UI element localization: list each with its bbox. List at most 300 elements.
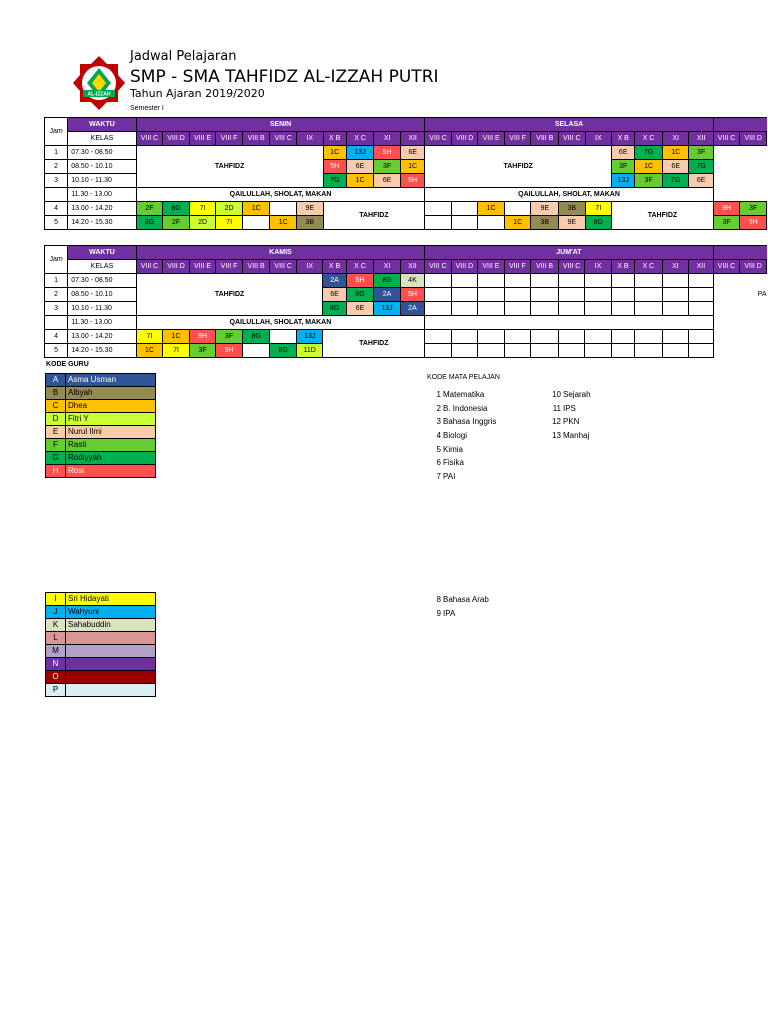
schedule-cell — [504, 302, 531, 316]
schedule-cell — [451, 330, 478, 344]
schedule-cell: 9H — [189, 330, 216, 344]
schedule-cell: 3F — [713, 216, 740, 230]
class-header: VIII D — [163, 132, 190, 146]
schedule-cell — [662, 302, 689, 316]
time-slot: 11.30 - 13.00 — [68, 188, 137, 202]
schedule-cell — [451, 202, 478, 216]
schedule-cell — [635, 330, 663, 344]
tahfidz-block: TAHFIDZ — [612, 202, 714, 230]
schedule-cell — [270, 202, 297, 216]
teacher-name: Sri Hidayati — [66, 593, 156, 606]
teacher-code: M — [46, 645, 66, 658]
break-row — [425, 316, 714, 330]
class-header: X B — [612, 132, 635, 146]
class-header: XI — [662, 260, 689, 274]
subject-number: 8 — [436, 595, 441, 604]
page-subtitle: Jadwal Pelajaran — [130, 49, 237, 64]
teacher-code: F — [46, 439, 66, 452]
schedule-cell: 13J — [374, 302, 401, 316]
subject-item: 4 Biologi — [427, 429, 496, 443]
schedule-cell — [451, 274, 478, 288]
class-header: XI — [374, 260, 401, 274]
schedule-cell — [531, 330, 559, 344]
subject-number: 1 — [436, 390, 441, 399]
time-slot: 10.10 - 11.30 — [68, 174, 137, 188]
schedule-cell: 2F — [136, 202, 163, 216]
subject-item: 10 Sejarah — [547, 388, 591, 402]
schedule-cell: 6E — [662, 160, 689, 174]
class-header: VIII D — [451, 132, 478, 146]
schedule-cell: 8G — [323, 302, 346, 316]
class-header: IX — [585, 132, 612, 146]
break-row: QAILULLAH, SHOLAT, MAKAN — [136, 316, 424, 330]
schedule-cell — [478, 302, 505, 316]
teacher-legend-2 — [45, 592, 156, 697]
class-header: VIII C — [558, 260, 585, 274]
schedule-cell: 5H — [346, 274, 374, 288]
schedule-cell — [504, 344, 531, 358]
schedule-cell: 6E — [374, 174, 401, 188]
schedule-cell: 3F — [635, 174, 663, 188]
class-header: VIII C — [136, 132, 163, 146]
class-header: VIII B — [531, 260, 559, 274]
class-header: VIII C — [270, 132, 297, 146]
schedule-cell: 8G — [270, 344, 297, 358]
schedule-cell — [611, 344, 634, 358]
teacher-name: Sahabuddin — [66, 619, 156, 632]
semester-label: Semester I — [130, 105, 164, 112]
schedule-cell — [478, 344, 505, 358]
schedule-cell — [531, 302, 559, 316]
schedule-cell — [662, 330, 689, 344]
schedule-cell: 7G — [635, 146, 663, 160]
teacher-name: Fitri Y — [66, 413, 156, 426]
teacher-row — [46, 671, 156, 684]
schedule-cell: 1C — [346, 174, 374, 188]
teacher-name — [66, 632, 156, 645]
schedule-cell — [425, 330, 452, 344]
schedule-cell — [504, 288, 531, 302]
schedule-cell — [451, 302, 478, 316]
class-header: VIII B — [531, 132, 559, 146]
subject-number: 5 — [436, 444, 441, 454]
teacher-name — [66, 658, 156, 671]
schedule-cell: 3F — [689, 146, 713, 160]
schedule-cell: 9H — [216, 344, 243, 358]
schedule-cell — [504, 202, 531, 216]
schedule-cell: 4K — [400, 274, 424, 288]
schedule-cell — [689, 330, 713, 344]
schedule-cell: 9H — [740, 216, 767, 230]
schedule-cell — [425, 344, 452, 358]
jam-number: 4 — [45, 330, 68, 344]
class-header: VIII B — [242, 132, 270, 146]
schedule-cell — [635, 274, 663, 288]
teacher-name: Wahyuni — [66, 606, 156, 619]
day-header: SELASA — [425, 118, 714, 132]
schedule-cell: 3F — [374, 160, 401, 174]
schedule-cell: 6E — [346, 160, 374, 174]
schedule-cell — [662, 288, 689, 302]
schedule-cell: 6E — [400, 146, 424, 160]
schedule-cell: 8G — [374, 274, 401, 288]
class-header: IX — [585, 260, 612, 274]
subject-number: 12 — [552, 417, 561, 427]
schedule-cell — [689, 274, 713, 288]
schedule-cell — [585, 330, 612, 344]
schedule-cell — [611, 288, 634, 302]
schedule-cell: 7I — [216, 216, 243, 230]
teacher-row — [46, 439, 156, 452]
schedule-cell: 2F — [163, 216, 190, 230]
schedule-cell: 2D — [216, 202, 243, 216]
schedule-cell: 8G — [585, 216, 612, 230]
teacher-row — [46, 387, 156, 400]
subject-number: 13 — [552, 431, 561, 441]
schedule-cell — [635, 302, 663, 316]
teacher-code: L — [46, 632, 66, 645]
class-header: X C — [346, 132, 374, 146]
schedule-cell — [689, 344, 713, 358]
teacher-row — [46, 426, 156, 439]
class-header: VIII D — [451, 260, 478, 274]
schedule-cell: 7I — [136, 330, 163, 344]
subject-item: 9 IPA — [427, 607, 489, 621]
class-header: X C — [346, 260, 374, 274]
teacher-row — [46, 645, 156, 658]
teacher-code: B — [46, 387, 66, 400]
time-slot: 10.10 - 11.30 — [68, 302, 137, 316]
schedule-cell — [558, 344, 585, 358]
schedule-cell: 3F — [612, 160, 635, 174]
jam-number: 1 — [45, 146, 68, 160]
schedule-cell: 3B — [559, 202, 586, 216]
class-header: XII — [400, 132, 424, 146]
subject-item: 11 IPS — [547, 402, 591, 416]
schedule-cell — [558, 288, 585, 302]
schedule-cell — [531, 344, 559, 358]
subject-item: 13 Manhaj — [547, 429, 591, 443]
schedule-cell: 1C — [270, 216, 297, 230]
subject-item: 1 Matematika — [427, 388, 496, 402]
class-header: X C — [635, 260, 663, 274]
schedule-cell: 5H — [400, 288, 424, 302]
schedule-cell — [585, 274, 612, 288]
teacher-row — [46, 374, 156, 387]
schedule-cell — [478, 330, 505, 344]
schedule-cell — [662, 274, 689, 288]
teacher-name: Albyah — [66, 387, 156, 400]
teacher-code: J — [46, 606, 66, 619]
schedule-cell: 11D — [296, 344, 323, 358]
schedule-cell — [425, 202, 452, 216]
schedule-cell: 3B — [531, 216, 559, 230]
schedule-cell: 8G — [136, 216, 163, 230]
schedule-cell: 2D — [189, 216, 216, 230]
kelas-header: KELAS — [68, 132, 137, 146]
schedule-cell: 1C — [400, 160, 424, 174]
schedule-cell: 7G — [323, 174, 346, 188]
schedule-cell: 6E — [323, 288, 346, 302]
class-header: VIII F — [216, 260, 243, 274]
class-header: VIII F — [504, 260, 531, 274]
schedule-cell: 2A — [323, 274, 346, 288]
schedule-cell — [611, 330, 634, 344]
extra-block — [713, 146, 766, 188]
class-header: VIII C — [713, 132, 740, 146]
schedule-cell: 1C — [504, 216, 531, 230]
schedule-cell: 1C — [478, 202, 505, 216]
day-header-extra — [713, 246, 766, 260]
schedule-cell: 1C — [662, 146, 689, 160]
schedule-cell — [425, 302, 452, 316]
schedule-cell: 1C — [635, 160, 663, 174]
jam-header: Jam — [45, 118, 68, 146]
class-header: IX — [296, 260, 323, 274]
teacher-row — [46, 413, 156, 426]
teacher-row — [46, 593, 156, 606]
schedule-cell — [425, 274, 452, 288]
schedule-cell — [270, 330, 297, 344]
teacher-code: G — [46, 452, 66, 465]
schedule-cell: 5H — [374, 146, 401, 160]
schedule-table-1 — [44, 117, 767, 230]
schedule-cell: 8G — [163, 202, 190, 216]
subject-number: 2 — [436, 403, 441, 413]
subject-list-2 — [547, 388, 591, 443]
subject-number: 10 — [552, 390, 561, 399]
time-slot: 14.20 - 15.30 — [68, 216, 137, 230]
class-header: X B — [611, 260, 634, 274]
schedule-cell — [451, 216, 478, 230]
academic-year: Tahun Ajaran 2019/2020 — [130, 87, 265, 100]
teacher-row — [46, 400, 156, 413]
class-header: IX — [297, 132, 324, 146]
teacher-name: Dhea — [66, 400, 156, 413]
teacher-code: A — [46, 374, 66, 387]
teacher-name — [66, 684, 156, 697]
schedule-cell — [689, 288, 713, 302]
time-slot: 08.50 - 10.10 — [68, 160, 137, 174]
kelas-header: KELAS — [68, 260, 137, 274]
schedule-cell — [585, 288, 612, 302]
subject-item: 12 PKN — [547, 415, 591, 429]
schedule-cell: 9E — [297, 202, 324, 216]
schedule-cell: 9E — [559, 216, 586, 230]
class-header: VIII C — [136, 260, 163, 274]
schedule-cell — [635, 288, 663, 302]
class-header: VIII E — [478, 260, 505, 274]
jam-number: 2 — [45, 288, 68, 302]
teacher-row — [46, 465, 156, 478]
schedule-cell — [425, 288, 452, 302]
teacher-row — [46, 632, 156, 645]
jam-number: 4 — [45, 202, 68, 216]
schedule-cell: 1C — [163, 330, 190, 344]
schedule-cell: 1C — [136, 344, 163, 358]
class-header: VIII B — [242, 260, 270, 274]
waktu-header: WAKTU — [68, 118, 137, 132]
class-header: X B — [323, 260, 346, 274]
teacher-name: Rodiyyah — [66, 452, 156, 465]
time-slot: 13.00 - 14.20 — [68, 202, 137, 216]
jam-number: 5 — [45, 216, 68, 230]
break-row: QAILULLAH, SHOLAT, MAKAN — [136, 188, 425, 202]
subject-number: 11 — [552, 403, 561, 413]
teacher-row — [46, 658, 156, 671]
tahfidz-block: TAHFIDZ — [425, 146, 612, 188]
schedule-cell — [451, 344, 478, 358]
schedule-cell: 3F — [189, 344, 216, 358]
jam-number: 1 — [45, 274, 68, 288]
schedule-cell: 2A — [374, 288, 401, 302]
teacher-row — [46, 619, 156, 632]
schedule-cell: 13J — [296, 330, 323, 344]
class-header: VIII C — [425, 260, 452, 274]
schedule-cell — [425, 216, 452, 230]
teacher-row — [46, 606, 156, 619]
class-header: X B — [323, 132, 346, 146]
kode-guru-title: KODE GURU — [46, 361, 89, 368]
schedule-cell: 8G — [346, 288, 374, 302]
teacher-row — [46, 684, 156, 697]
teacher-code: D — [46, 413, 66, 426]
schedule-table-2 — [44, 245, 767, 358]
teacher-code: E — [46, 426, 66, 439]
tahfidz-block: TAHFIDZ — [136, 274, 323, 316]
subject-item: 7 PAI — [427, 470, 496, 484]
day-header: KAMIS — [136, 246, 424, 260]
schedule-cell: 7G — [662, 174, 689, 188]
schedule-cell: 5H — [323, 160, 346, 174]
schedule-cell: 7I — [585, 202, 612, 216]
time-slot: 08.50 - 10.10 — [68, 288, 137, 302]
svg-text:AL-IZZAH: AL-IZZAH — [87, 91, 111, 98]
teacher-name — [66, 671, 156, 684]
schedule-cell: 3F — [740, 202, 767, 216]
class-header: XII — [689, 132, 713, 146]
schedule-cell: 1C — [323, 146, 346, 160]
class-header: VIII C — [270, 260, 297, 274]
schedule-cell — [585, 344, 612, 358]
time-slot: 14.20 - 15.30 — [68, 344, 137, 358]
extra-block: PA — [757, 291, 767, 299]
teacher-legend-1 — [45, 373, 156, 478]
time-slot: 07.30 - 08.50 — [68, 274, 137, 288]
school-logo — [72, 54, 126, 112]
teacher-name: Asma Usman — [66, 374, 156, 387]
tahfidz-block: TAHFIDZ — [136, 146, 323, 188]
schedule-cell: 6E — [689, 174, 713, 188]
teacher-code: N — [46, 658, 66, 671]
schedule-cell: 3B — [297, 216, 324, 230]
subject-item: 3 Bahasa Inggris — [427, 415, 496, 429]
class-header: XI — [662, 132, 689, 146]
teacher-code: K — [46, 619, 66, 632]
subject-item: 2 B. Indonesia — [427, 402, 496, 416]
time-slot: 07.30 - 08.50 — [68, 146, 137, 160]
school-name: SMP - SMA TAHFIDZ AL-IZZAH PUTRI — [130, 67, 439, 87]
class-header: VIII D — [740, 260, 767, 274]
teacher-name: Nurul Ilmi — [66, 426, 156, 439]
tahfidz-block: TAHFIDZ — [323, 330, 425, 358]
schedule-cell: 3F — [216, 330, 243, 344]
class-header: VIII E — [478, 132, 505, 146]
schedule-cell — [478, 274, 505, 288]
waktu-header: WAKTU — [68, 246, 137, 260]
jam-number — [45, 188, 68, 202]
schedule-cell — [478, 216, 505, 230]
subject-number: 3 — [436, 417, 441, 427]
schedule-cell — [451, 288, 478, 302]
schedule-cell: 6E — [612, 146, 635, 160]
class-header: VIII F — [504, 132, 531, 146]
day-header: SENIN — [136, 118, 425, 132]
class-header: VIII C — [425, 132, 452, 146]
jam-header: Jam — [45, 246, 68, 274]
time-slot: 11.30 - 13.00 — [68, 316, 137, 330]
subject-item: 5 Kimia — [427, 443, 496, 457]
class-header: XII — [689, 260, 713, 274]
subject-list-3 — [427, 593, 489, 620]
class-header: VIII E — [189, 132, 216, 146]
schedule-cell: 9E — [531, 202, 559, 216]
class-header: XII — [400, 260, 424, 274]
class-header: VIII D — [163, 260, 190, 274]
class-header: VIII F — [216, 132, 243, 146]
teacher-code: P — [46, 684, 66, 697]
class-header: VIII C — [713, 260, 740, 274]
jam-number: 3 — [45, 302, 68, 316]
subject-number: 4 — [436, 431, 441, 441]
jam-number — [45, 316, 68, 330]
schedule-cell — [585, 302, 612, 316]
schedule-cell — [611, 274, 634, 288]
schedule-cell — [242, 344, 270, 358]
schedule-cell — [504, 330, 531, 344]
schedule-cell — [242, 216, 270, 230]
schedule-cell — [558, 274, 585, 288]
subject-number: 6 — [436, 458, 441, 468]
jam-number: 5 — [45, 344, 68, 358]
time-slot: 13.00 - 14.20 — [68, 330, 137, 344]
schedule-cell: 13J — [612, 174, 635, 188]
teacher-code: C — [46, 400, 66, 413]
schedule-cell — [478, 288, 505, 302]
jam-number: 2 — [45, 160, 68, 174]
class-header: VIII D — [740, 132, 767, 146]
class-header: VIII C — [559, 132, 586, 146]
schedule-cell — [504, 274, 531, 288]
teacher-name: Rasti — [66, 439, 156, 452]
schedule-cell — [531, 274, 559, 288]
schedule-cell — [611, 302, 634, 316]
jam-number: 3 — [45, 174, 68, 188]
teacher-code: I — [46, 593, 66, 606]
day-header: JUM'AT — [425, 246, 714, 260]
day-header-extra — [713, 118, 766, 132]
schedule-cell — [558, 330, 585, 344]
subject-item: 6 Fisika — [427, 456, 496, 470]
subject-number: 9 — [436, 608, 441, 618]
schedule-cell: 13J — [346, 146, 374, 160]
schedule-cell — [689, 302, 713, 316]
schedule-cell — [662, 344, 689, 358]
schedule-cell: 7G — [689, 160, 713, 174]
schedule-cell: 7I — [163, 344, 190, 358]
schedule-cell: 1C — [242, 202, 270, 216]
schedule-cell — [531, 288, 559, 302]
